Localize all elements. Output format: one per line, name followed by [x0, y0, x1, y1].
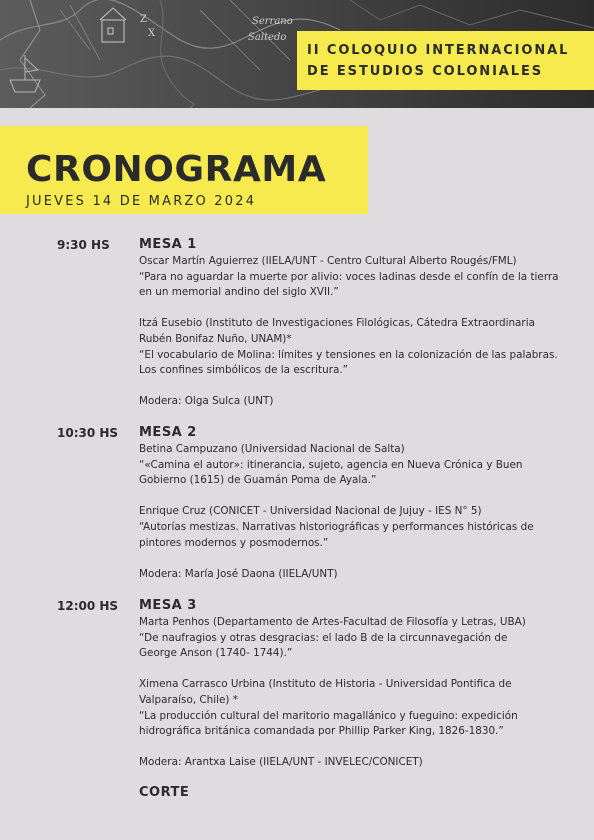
session-body [139, 442, 569, 582]
session-body [139, 254, 569, 410]
speaker-line: Enrique Cruz (CONICET - Universidad Nacional de Jujuy - IES N° 5) [139, 505, 482, 518]
svg-text:X: X [148, 28, 156, 39]
session-title: MESA 1 [139, 237, 197, 252]
title-banner [0, 126, 368, 214]
talk-title-line: “El vocabulario de Molina: límites y tensiones en la colonización de las palabras. [139, 348, 558, 361]
page-title: CRONOGRAMA [26, 149, 327, 190]
speaker-line: Valparaíso, Chile) * [139, 693, 238, 706]
session-time: 12:00 HS [57, 599, 119, 613]
talk-title-line: George Anson (1740- 1744).” [139, 647, 293, 660]
speaker-line: Rubén Bonifaz Nuño, UNAM)* [139, 332, 292, 345]
svg-text:Serrano: Serrano [252, 16, 293, 27]
speaker-line: Itzá Eusebio (Instituto de Investigaciones Filológicas, Cátedra Extraordinaria [139, 317, 535, 330]
speaker-line: Oscar Martín Aguierrez (IIELA/UNT - Centro Cultural Alberto Rougés/FML) [139, 255, 517, 267]
moderator-line: Modera: Olga Sulca (UNT) [139, 395, 274, 408]
talk-title-line: hidrográfica británica comandada por Phillip Parker King, 1826-1830.” [139, 725, 504, 738]
session-time: 9:30 HS [57, 238, 110, 252]
session-title: MESA 2 [139, 425, 197, 440]
speaker-line: Ximena Carrasco Urbina (Instituto de Historia - Universidad Pontifica de [139, 678, 512, 691]
event-name-line-2: DE ESTUDIOS COLONIALES [307, 64, 544, 79]
talk-title-line: pintores modernos y posmodernos.” [139, 536, 329, 549]
session-time: 10:30 HS [57, 426, 119, 440]
talk-title-line: “«Camina el autor»: itinerancia, sujeto, agencia en Nueva Crónica y Buen [139, 458, 523, 471]
moderator-line: Modera: María José Daona (IIELA/UNT) [139, 567, 338, 580]
svg-text:Saltedo: Saltedo [248, 32, 287, 43]
talk-title-line: “La producción cultural del maritorio magallánico y fueguino: expedición [139, 709, 518, 722]
speaker-line: Marta Penhos (Departamento de Artes-Facultad de Filosofía y Letras, UBA) [139, 616, 526, 628]
talk-title-line: en un memorial andino del siglo XVII.” [139, 286, 339, 299]
talk-title-line: “De naufragios y otras desgracias: el lado B de la circunnavegación de [139, 631, 508, 644]
talk-title-line: “Autorías mestizas. Narrativas historiográficas y performances históricas de [139, 520, 534, 533]
session-body [139, 615, 569, 771]
speaker-line: Betina Campuzano (Universidad Nacional de Salta) [139, 443, 405, 455]
event-name-line-1: II COLOQUIO INTERNACIONAL [307, 43, 570, 58]
svg-text:Z: Z [140, 14, 147, 25]
talk-title-line: Los confines simbólicos de la escritura.” [139, 364, 349, 377]
session-title: MESA 3 [139, 598, 197, 613]
break-label: CORTE [139, 785, 190, 800]
event-name-banner [297, 31, 594, 90]
talk-title-line: “Para no aguardar la muerte por alivio: voces ladinas desde el confín de la tierra [139, 270, 559, 283]
event-date: JUEVES 14 DE MARZO 2024 [26, 194, 257, 209]
moderator-line: Modera: Arantxa Laise (IIELA/UNT - INVELEC/CONICET) [139, 756, 423, 769]
talk-title-line: Gobierno (1615) de Guamán Poma de Ayala.” [139, 474, 377, 487]
